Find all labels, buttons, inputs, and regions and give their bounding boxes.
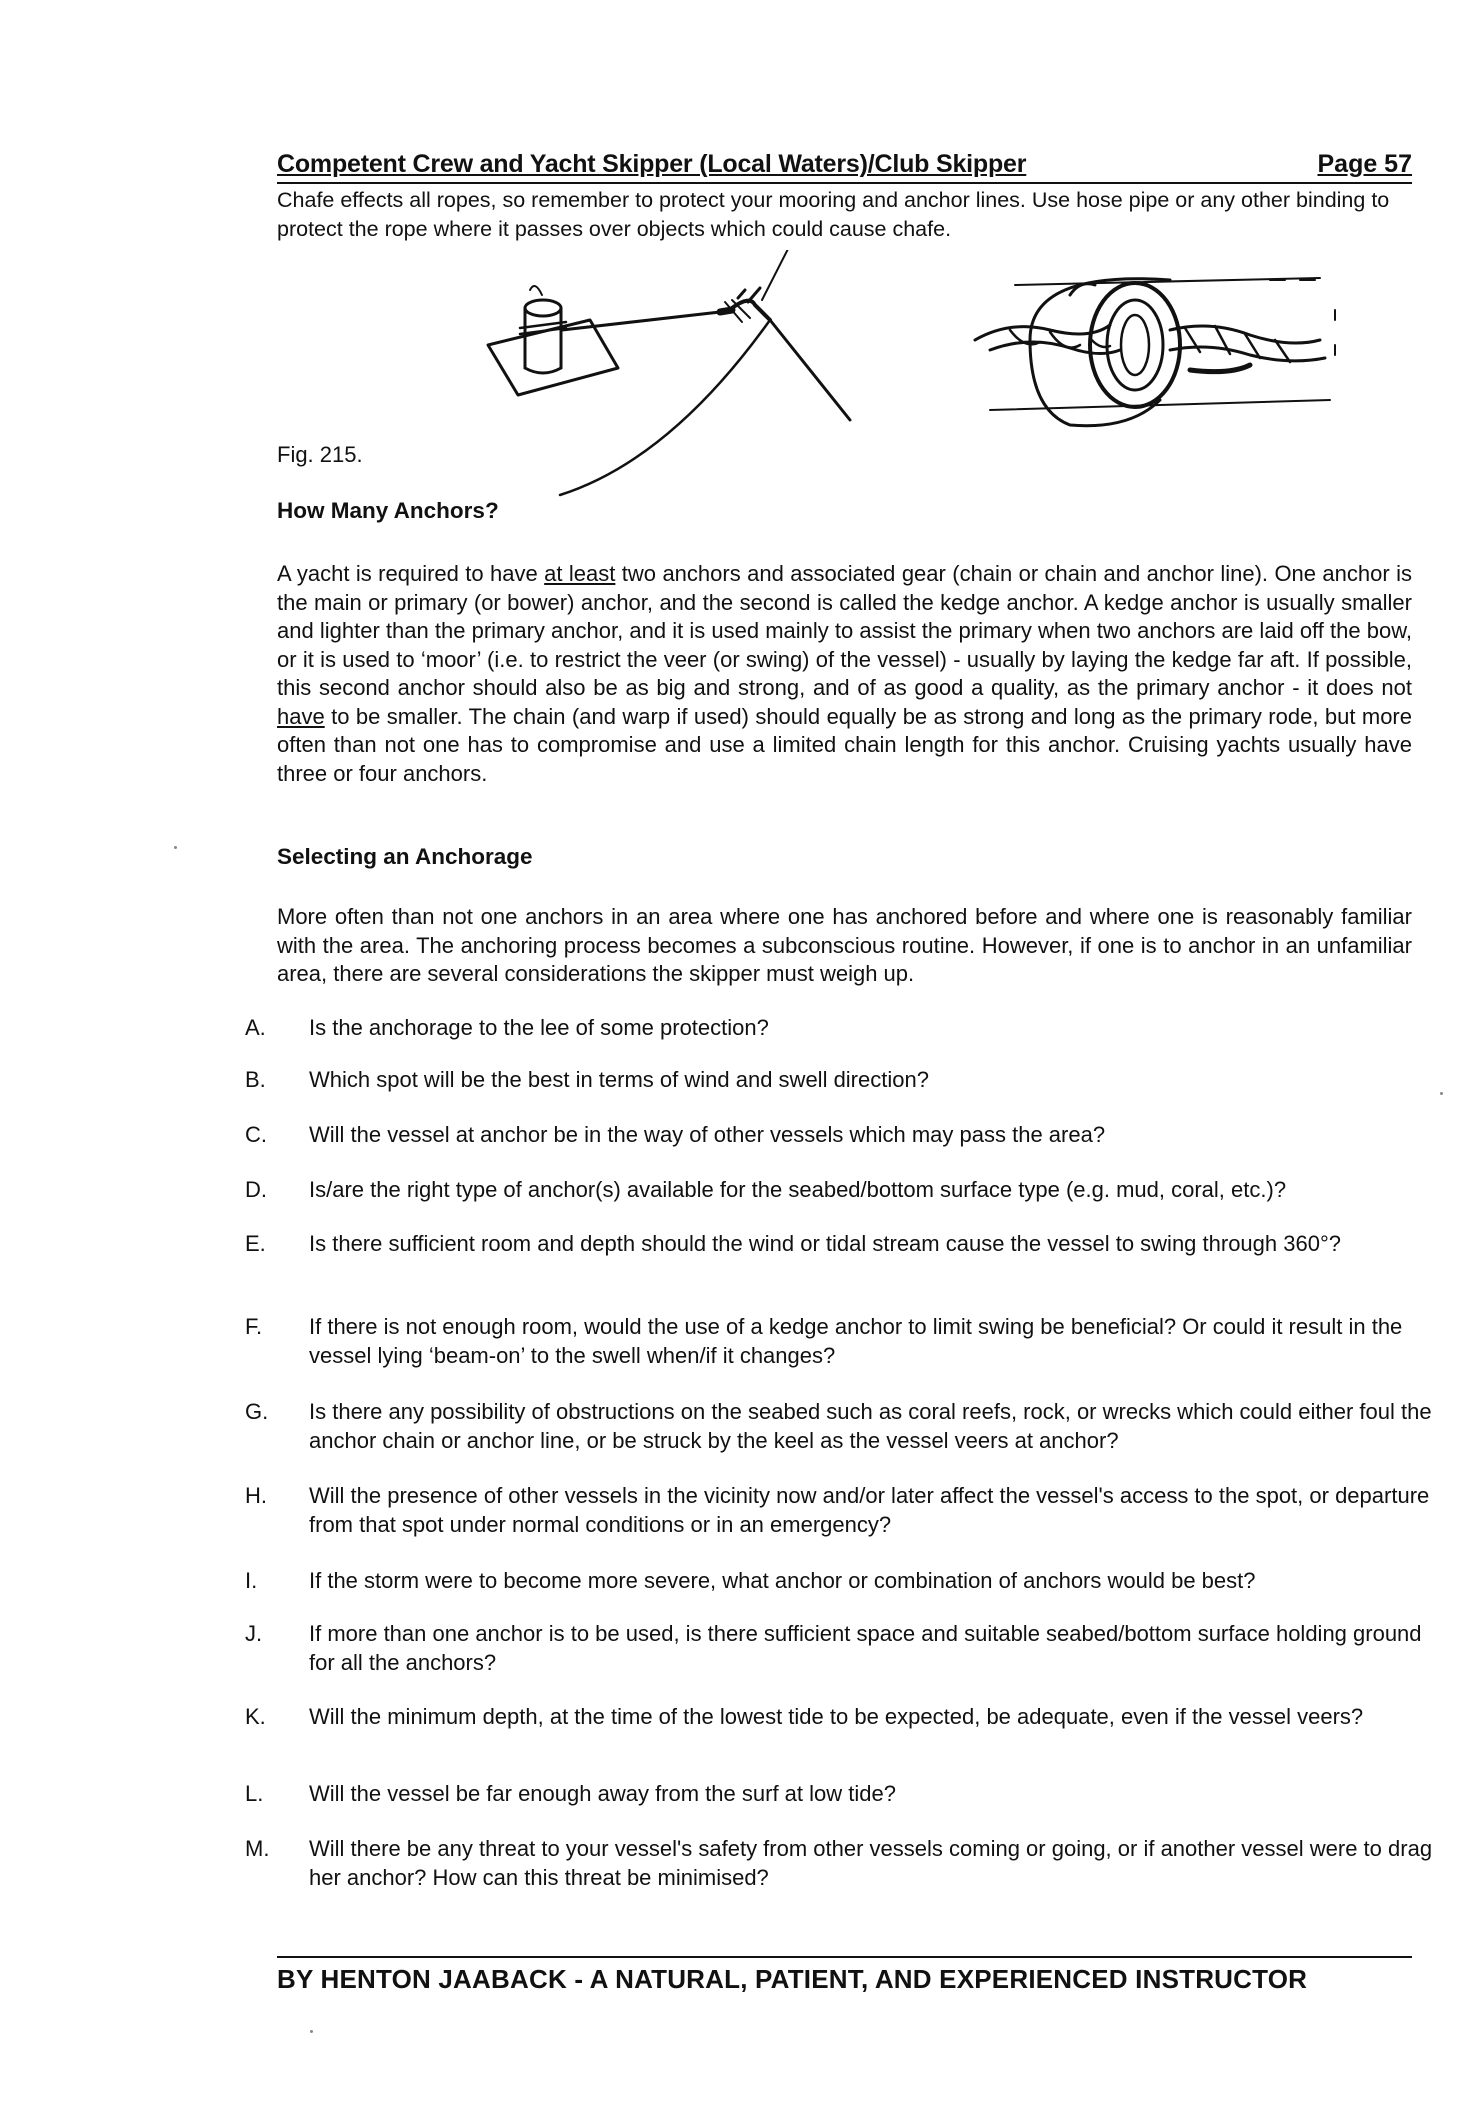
anchors-emphasis-have: have <box>277 703 325 729</box>
list-item <box>245 1229 1444 1258</box>
list-item-text: Is there sufficient room and depth should the wind or tidal stream cause the vessel to swing through 360°? <box>309 1231 1341 1256</box>
list-item-text: Will the presence of other vessels in the vicinity now and/or later affect the vessel's access to the spot, or departure from that spot under normal conditions or in an emergency? <box>309 1483 1430 1537</box>
list-item-letter: B. <box>245 1067 266 1092</box>
page-footer: BY HENTON JAABACK - A NATURAL, PATIENT, AND EXPERIENCED INSTRUCTOR <box>277 1956 1412 1995</box>
intro-paragraph: Chafe effects all ropes, so remember to protect your mooring and anchor lines. Use hose pipe or any other binding to protect the rope where it passes over objects which could cause chafe. <box>277 188 1390 241</box>
list-item-text: If the storm were to become more severe, what anchor or combination of anchors would be best? <box>309 1568 1256 1593</box>
list-item-text: If there is not enough room, would the use of a kedge anchor to limit swing be beneficial? Or could it result in the vessel lying ‘beam-on’ to the swell when/if it changes? <box>309 1314 1403 1368</box>
figure-caption: Fig. 215. <box>277 442 363 467</box>
anchors-paragraph <box>277 560 1412 788</box>
list-item-text: Which spot will be the best in terms of wind and swell direction? <box>309 1067 929 1092</box>
section-heading-anchorage: Selecting an Anchorage <box>277 844 533 869</box>
list-item-text: Will the vessel be far enough away from the surf at low tide? <box>309 1781 896 1806</box>
list-item-letter: C. <box>245 1122 267 1147</box>
anchorage-paragraph: More often than not one anchors in an area where one has anchored before and where one is reasonably familiar with the area. The anchoring process becomes a subconscious routine. However, if one is to anchor in an unfamiliar area, there are several considerations the skipper must weigh up. <box>277 904 1412 986</box>
list-item <box>245 1779 1444 1808</box>
scan-speck <box>1440 1092 1443 1095</box>
page-number: Page 57 <box>1317 150 1412 178</box>
list-item-letter: L. <box>245 1781 264 1806</box>
list-item <box>245 1619 1444 1677</box>
list-item <box>245 1175 1444 1204</box>
list-item-letter: M. <box>245 1836 270 1861</box>
list-item-text: Will the vessel at anchor be in the way of other vessels which may pass the area? <box>309 1122 1106 1147</box>
list-item <box>245 1397 1444 1455</box>
scan-speck <box>310 2030 313 2033</box>
page-header <box>277 150 1412 184</box>
list-item <box>245 1065 1444 1094</box>
list-item-letter: G. <box>245 1399 269 1424</box>
list-item <box>245 1481 1444 1539</box>
list-item-text: Will the minimum depth, at the time of the lowest tide to be expected, be adequate, even if the vessel veers? <box>309 1704 1364 1729</box>
ring-and-rope-drawing <box>975 278 1335 426</box>
list-item-letter: A. <box>245 1015 266 1040</box>
anchors-emphasis-at-least: at least <box>544 561 616 586</box>
list-item-text: Is/are the right type of anchor(s) available for the seabed/bottom surface type (e.g. mud, coral, etc.)? <box>309 1177 1287 1202</box>
list-item-text: Will there be any threat to your vessel's safety from other vessels coming or going, or if another vessel were to drag her anchor? How can this threat be minimised? <box>309 1836 1433 1890</box>
bollard-drawing <box>488 286 618 395</box>
list-item-letter: K. <box>245 1704 266 1729</box>
list-item-letter: J. <box>245 1621 263 1646</box>
list-item-letter: I. <box>245 1568 258 1593</box>
chafe-protection-illustration <box>470 250 1350 525</box>
list-item <box>245 1013 1444 1042</box>
anchors-text-2: two anchors and associated gear (chain or chain and anchor line). One anchor is the main or primary (or bower) anchor, and the second is called the kedge anchor. A kedge anchor is usually smaller and lighter than the primary anchor, and it is used mainly to assist the primary when two anchors are laid off the bow, or it is used to ‘moor’ (i.e. to restrict the veer (or swing) of the vessel) - usually by laying the kedge far aft. If possible, this second anchor should also be as big and strong, and of as good a quality, as the primary anchor - it does not <box>277 561 1412 700</box>
list-item <box>245 1120 1444 1149</box>
list-item <box>245 1566 1444 1595</box>
list-item <box>245 1702 1444 1731</box>
list-item <box>245 1834 1444 1892</box>
list-item-letter: D. <box>245 1177 267 1202</box>
section-heading-anchors: How Many Anchors? <box>277 498 499 523</box>
scan-speck <box>174 846 177 849</box>
list-item <box>245 1312 1444 1370</box>
running-title: Competent Crew and Yacht Skipper (Local Waters)/Club Skipper <box>277 150 1027 178</box>
list-item-letter: E. <box>245 1231 266 1256</box>
anchors-text-3: to be smaller. The chain (and warp if used) should equally be as strong and long as the primary rode, but more often than not one has to compromise and use a limited chain length for this anchor. Cruising yachts usually have three or four anchors. <box>277 703 1412 786</box>
list-item-letter: H. <box>245 1483 267 1508</box>
list-item-text: If more than one anchor is to be used, is there sufficient space and suitable seabed/bottom surface holding ground for all the anchors? <box>309 1621 1422 1675</box>
list-item-letter: F. <box>245 1314 263 1339</box>
anchors-text-1: A yacht is required to have <box>277 561 545 586</box>
list-item-text: Is there any possibility of obstructions on the seabed such as coral reefs, rock, or wrecks which could either foul the anchor chain or anchor line, or be struck by the keel as the vessel veers at anchor? <box>309 1399 1432 1453</box>
list-item-text: Is the anchorage to the lee of some protection? <box>309 1015 769 1040</box>
